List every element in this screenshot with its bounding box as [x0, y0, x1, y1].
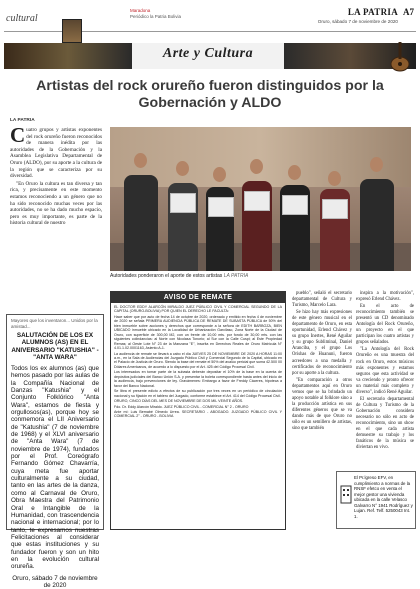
legal-notice-body: [111, 303, 285, 421]
banner-brand: Arte y Cultura: [162, 46, 254, 61]
salutation-body: Todos los ex alumnos (as) que hemos pasado por las aulas de la Compañía Nacional de Danzas "Katushia" y el Conjunto Folklórico "Anta Wara", estamos de fiesta y orgullosos(as), porque hoy se conmemora el LII Aniversario de "Katushia" (7 de noviembre de 1968) y el XLVI aniversario de "Anta Wara" (7 de noviembre de 1974), fundados por el Prof. Coreógrafo Fernando Gómez Chavarría, cuya meta fue aportar culturalmente a su ciudad, tanto en las artes de la danza, como al Carnaval de Oruro, Obra Maestra del Patrimonio Oral e Intangible de la Humanidad, con trascendencia nacional e internacional; por lo tanto, te expresamos nuestras Felicitaciones al considerar que estas instituciones y su fundador fueron y son un hito en la evolución cultural orureña.: [11, 364, 99, 571]
legal-notice-title: AVISO DE REMATE: [111, 292, 285, 303]
classified-ad-text: El Pr.lgreso EFV, en cumplimiento a normas de la RNSF efetco en venta el mejor gestor una vivienda ubicada en la calle Velasco Galvarro N° 1941 Rodríguez y Lujan. Ref. Telf. 5250043 Int. 1.: [354, 475, 413, 519]
article-column-right-1: [292, 291, 352, 433]
section-label: cultural: [6, 13, 38, 24]
person-figure: [360, 179, 394, 271]
newspaper-name: LA PATRIA: [347, 7, 398, 17]
dateline: Oruro, sábado 7 de noviembre de 2020: [317, 19, 398, 24]
article-paragraph: "La Antología del Rock Orureño es una muestra del rock en Oruro, estos músicos más exponentes y estamos seguros que esta actividad se va creciendo y pronto ofrecer un material más completo y diverso", indicó René Aguilar.: [356, 347, 414, 395]
article-column-left: [10, 123, 102, 227]
salutation-title: SALUTACIÓN DE LOS EX ALUMNOS (AS) EN EL ANIVERSARIO "KATUSHIA" - "ANTA WARA": [11, 331, 99, 362]
building-icon: [340, 484, 352, 504]
photo-caption-text: Autoridades ponderaron el aporte de estos artistas: [110, 273, 223, 279]
certificate: [244, 191, 270, 211]
person-head: [328, 171, 341, 186]
article-byline: LA PATRIA: [10, 118, 35, 123]
classified-ad: [336, 471, 416, 529]
notice-paragraph: ORURO, CINCO DÍAS DEL MES DE NOVIEMBRE DE DOS MIL VEINTE AÑOS.: [114, 399, 244, 404]
person-head: [213, 167, 226, 182]
notice-paragraph: Fdo. Dr. Eddy Alarcón Miraldo. JUEZ PÚBLICO CIVIL - COMERCIAL N° 2 - ORURO: [114, 404, 249, 409]
article-column-right-2: [356, 291, 414, 452]
notice-paragraph: La audiencia de remate se llevará a cabo el día JUEVES 25 DE NOVIEMBRE DE 2020 A HORAS 11:00 a.m., en la Sala de Audiencias del Juzgado Público Civil y Comercial Segundo de la Capital, ubicado en el Palacio de Justicia de Oruro. Siendo la base del remate el 50% del avalúo pericial que suma 42.500 00 Dólares Americanos, de acuerdo a lo dispuesto por el Art. 425 del Código Procesal Civil.: [114, 351, 283, 369]
notice-paragraph: Los interesados en tomar parte de la subasta deberán depositar el 10% de la base en la cuenta de depósitos judiciales del Banco Unión S.A. y presentar la boleta correspondiente hasta antes del inicio de la audiencia, bajo prevenciones de ley. Gravámenes: Embargo a favor de Freddy Cáceres, hipoteca a favor del Banco Nacional.: [114, 370, 282, 388]
certificate: [170, 193, 196, 213]
person-head: [176, 161, 189, 176]
certificate: [282, 195, 308, 215]
article-paragraph: "En comparación a otros departamentos aquí en Oruro vemos que se ha brindado un apoyo notable al folklore sino a la producción artística en sus diferentes géneros que se va dando más de que Oruro no sólo es un semillero de artistas, sino que también: [292, 377, 352, 432]
guitar-icon: [386, 40, 412, 72]
painting-icon: [62, 19, 82, 43]
notice-paragraph: Hace saber que por auto de fecha 14 de octubre de 2020, ordenado y emitido en fecha 4 de noviembre de 2020 se señala PRIMERA AUDIENCIA PÚBLICA DE REMATE DE SUBASTA PÚBLICA de 50% del bien inmueble sobre acciones y derechos que corresponde a la señora de EDITH BARBOZA, BIEN UBICADO inmueble ubicado en la Localidad de Urbanización Garcilaso, Zona Norte de la Ciudad de Oruro, con superficie de 300,00 M2, con un frente de 10,00 mts. por fondo de 30,00 mts. con las siguientes colindancias: al Norte con Nicolasa Tonorio; al Sur con la Calle Cuspi; al Este Propiedad Remas; al Oeste Lote N° 23 de la Manzana "E", inscrita en Derechos Reales de Oruro Matrícula N° 4.01.1.02.0001163, Asiento A-1.: [114, 314, 282, 351]
salutation-signature: Oruro, sábado 7 de noviembre de 2020: [12, 574, 98, 589]
article-paragraph: "En Oruro la cultura es tan diversa y tan rica, y precisamente en este momento estamos reconociendo a un género que no ha sido reconocido muchas veces por las autoridades, no se ha dado mucho espacio, pero es muy importante, es parte de la historia cultural de nuestro: [10, 180, 102, 227]
article-headline: Artistas del rock orureño fueron distinguidos por la Gobernación y ALDO: [36, 78, 384, 111]
article-photo: [110, 127, 411, 271]
section-banner: [4, 43, 416, 69]
certificate: [322, 199, 348, 219]
page-number: A7: [403, 7, 414, 17]
legal-notice: [110, 291, 286, 530]
header-org: [130, 8, 181, 20]
header-org-subtitle: Periódico la Patria Bolivia: [130, 14, 182, 19]
certificate: [208, 197, 234, 217]
header-org-title: Maradona: [130, 8, 151, 13]
person-head: [134, 153, 147, 168]
article-paragraph: El secretario departamental de Cultura y Turismo de la Gobernación considera necesario no sólo en acto de reconocimiento, sino un show en el que cada artista demuestre su trabajo y los fanáticos de la música se diviertan en vivo.: [356, 396, 414, 451]
article-paragraph-text: uatro grupos y artistas exponentes del rock orureño fueron reconocidos de manera inédita por las autoridades de la Gobernación y la Asamblea Legislativa Departamental de Oruro (ALDO), por su aporte a la cultura de la región que se caracteriza por su diversidad.: [10, 127, 102, 180]
person-head: [288, 165, 301, 180]
salutation-box: [6, 314, 104, 589]
article-paragraph: inspira a la motivación", expresó Erlend Chávez.: [356, 291, 414, 303]
drop-cap: C: [10, 123, 26, 147]
article-paragraph: pueblo", señaló el secretario departamental de Cultura y Turismo, Marcelo Lara.: [292, 291, 352, 309]
article-paragraph: [10, 123, 102, 180]
notice-paragraph: EL DOCTOR EDDY ALARCÓN MIRALDO JUEZ PÚBLICO CIVIL Y COMERCIAL SEGUNDO DE LA CAPITAL (ORURO-BOLIVIA) POR QUIEN EL DERECHO LE FACULTA:: [114, 305, 282, 314]
banner-art-left: [4, 43, 132, 69]
photo-caption: [110, 273, 248, 279]
notice-paragraph: Ante mí: Luis Bernabé Olmedo Urrea. SECRETARIO - ABOGADO. JUZGADO PÚBLICO CIVIL Y COMERCIAL 2° - ORURO - BOLIVIA: [114, 409, 282, 419]
person-figure: [124, 175, 158, 271]
photo-credit: LA PATRIA: [223, 273, 249, 279]
person-head: [250, 159, 263, 174]
person-head: [370, 157, 383, 172]
article-paragraph: Se hizo hay más expresiones de este género musical en el departamento de Oruro, en esta oportunidad, Erlend Chávez y su grupo Inertes, René Aguilar y su grupo Subliminal, Daniel Aranciba, y el grupo Los Orishas de Huanuni, fueron acreedores a una medalla y certificados de reconocimiento por su aporte a la cultura.: [292, 310, 352, 376]
salutation-intro: Mayores que los inventaron... Unidos por la amistad...: [11, 318, 98, 329]
article-paragraph: En el acto de reconocimiento también se presentó un CD denominado Antología del Rock Orureño, un proyecto en el que participan los cuatro artistas y grupos señalados.: [356, 304, 414, 346]
notice-paragraph: Se libra el presente edicto a efectos de su publicación por tres veces en un periódico de circulación nacional y su fijación en el tablero del Juzgado, conforme establece el Art. 414 del Código Procesal Civil.: [114, 389, 282, 398]
